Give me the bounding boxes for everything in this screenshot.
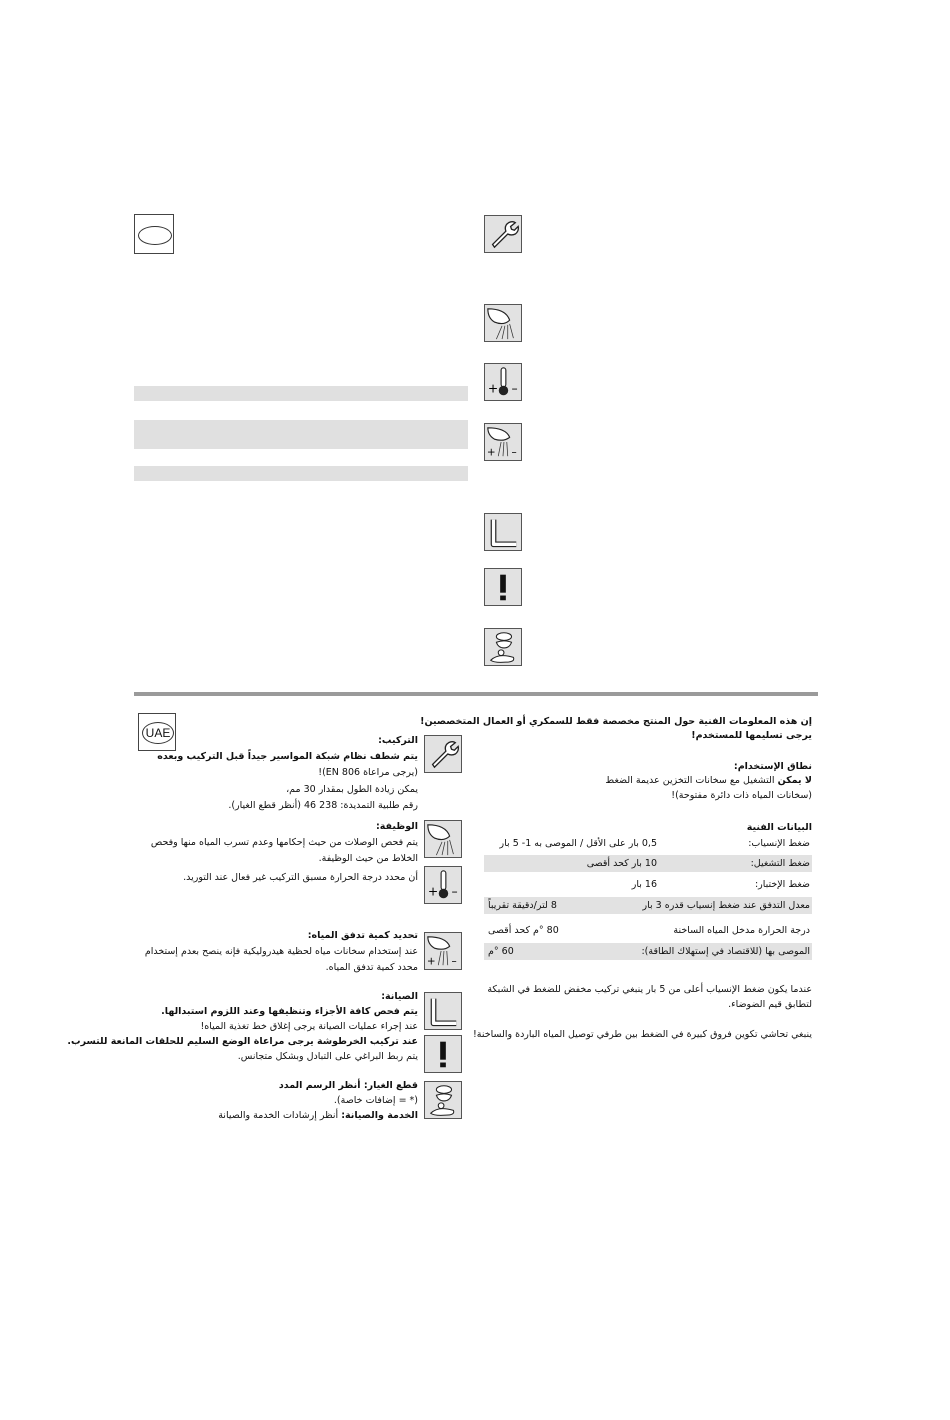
note-pressure-difference: ينبغي تحاشي تكوين فروق كبيرة في الضغط بين طرفي توصيل المياه الباردة والساخنة!: [472, 1029, 812, 1040]
tech-row-value: 8 لتر/دقيقة تقريباً: [488, 900, 557, 911]
exclamation-icon: [484, 568, 522, 606]
oval-placeholder: [138, 226, 172, 245]
tech-row-label: ضغط الإختبار:: [754, 879, 810, 890]
tech-row-label: ضغط التشغيل:: [750, 858, 810, 869]
usage-line-1-bold: لا يمكن: [777, 775, 812, 786]
wrench-icon: [484, 215, 522, 253]
tech-row-value: 10 بار كحد أقصى: [586, 858, 657, 869]
svg-text:–: –: [451, 955, 457, 968]
intro-line-2: يرجى تسليمها للمستخدم!: [691, 730, 812, 741]
tech-row-hot-water-temp: [484, 922, 812, 939]
service-bold: الخدمة والصيانة:: [341, 1110, 418, 1121]
tech-row-test-pressure: [484, 876, 812, 893]
country-badge-label: UAE: [142, 722, 174, 744]
tech-row-operating-pressure: [484, 855, 812, 872]
tech-heading: البيانات الفنية: [746, 822, 812, 833]
thermometer-plus-minus-icon: [424, 866, 462, 904]
function-line-1: يتم فحص الوصلات من حيث إحكامها وعدم تسرب المياه منها وفحص: [150, 837, 418, 848]
grey-band-1: [134, 386, 468, 401]
maintenance-line-1: يتم فحص كافة الأجزاء وتنظيفها وعند اللزوم استبدالها.: [161, 1006, 418, 1017]
note-pressure-reducer-2: لتطابق قيم الضوضاء.: [728, 999, 812, 1010]
spare-parts-icon: [484, 628, 522, 666]
tech-row-label: معدل التدفق عند ضغط إنسياب قدره 3 بار: [642, 900, 810, 911]
service-line: [218, 1109, 418, 1123]
wrench-icon: [424, 735, 462, 773]
usage-heading: نطاق الإستخدام:: [733, 761, 812, 772]
svg-text:+: +: [427, 884, 439, 899]
allen-key-icon: [424, 992, 462, 1030]
exclamation-icon: [424, 1035, 462, 1073]
install-line-1: يتم شطف نظام شبكة المواسير جيداً قبل التركيب وبعده: [157, 751, 418, 762]
svg-text:–: –: [511, 381, 518, 396]
thermo-limiter-note: أن محدد درجة الحرارة مسبق التركيب غير فعال عند التوريد.: [183, 872, 418, 883]
thermometer-plus-minus-icon: [484, 363, 522, 401]
maintenance-line-3: عند تركيب الخرطوشة يرجى مراعاة الوضع السليم للحلقات المانعة للتسرب.: [67, 1036, 418, 1047]
install-heading: التركيب:: [378, 735, 418, 746]
function-heading: الوظيفة:: [375, 821, 418, 832]
intro-line-1: إن هذه المعلومات الفنية حول المنتج مخصصة فقط للسمكري أو العمال المتخصصين!: [420, 716, 812, 727]
section-divider: [134, 692, 818, 696]
top-oval-box: [134, 214, 174, 254]
country-badge: [138, 713, 176, 751]
spray-head-icon: [484, 304, 522, 342]
tech-row-value: 16 بار: [631, 879, 657, 890]
install-line-3: يمكن زيادة الطول بمقدار 30 مم،: [286, 784, 418, 795]
note-pressure-reducer-1: عندما يكون ضغط الإنسياب أعلى من 5 بار ينبغي تركيب مخفض للضغط في الشبكة: [487, 984, 812, 995]
svg-text:–: –: [511, 446, 517, 459]
svg-text:–: –: [451, 884, 458, 899]
svg-text:+: +: [486, 446, 496, 459]
maintenance-heading: الصيانة:: [381, 991, 418, 1002]
service-rest: أنظر إرشادات الخدمة والصيانة: [218, 1110, 342, 1121]
flow-line-2: محدد كمية تدفق المياه.: [325, 962, 418, 973]
usage-line-1: [605, 774, 812, 788]
function-line-2: الخلاط من حيث الوظيفة.: [318, 853, 418, 864]
spare-parts-icon: [424, 1081, 462, 1119]
tech-row-value: 0,5 بار على الأقل / الموصى به 1- 5 بار: [499, 838, 657, 849]
spray-head-icon: [424, 820, 462, 858]
flow-heading: تحديد كمية تدفق المياه:: [307, 930, 418, 941]
usage-line-1-rest: التشغيل مع سخانات التخزين عديمة الضغط: [605, 775, 778, 786]
tech-row-value: 80 °م كحد أقصى: [488, 925, 559, 936]
install-line-2: (يرجى مراعاة EN 806)!: [318, 767, 418, 778]
usage-line-2: (سخانات المياه ذات دائرة مفتوحة)!: [671, 790, 812, 801]
tech-row-recommended-temp: [484, 943, 812, 960]
tech-row-value: 60 °م: [488, 946, 514, 957]
tech-row-flow-pressure: [484, 835, 812, 852]
svg-text:+: +: [487, 381, 499, 396]
grey-band-2: [134, 420, 468, 449]
spares-line-2: (* = إضافات خاصة).: [333, 1095, 418, 1106]
spares-heading: قطع الغيار: أنظر الرسم المدد: [278, 1080, 418, 1091]
spray-plus-minus-icon: [424, 932, 462, 970]
tech-row-flow-rate: [484, 897, 812, 914]
install-line-4: رقم طلبية التمديدة: 238 46 (أنظر قطع الغيار).: [228, 800, 418, 811]
spray-plus-minus-icon: [484, 423, 522, 461]
tech-row-label: الموصى بها (للاقتصاد في إستهلاك الطاقة):: [641, 946, 810, 957]
flow-line-1: عند إستخدام سخانات مياه لحظية هيدروليكية فإنه ينصح بعدم إستخدام: [144, 946, 418, 957]
grey-band-3: [134, 466, 468, 481]
svg-text:+: +: [426, 955, 436, 968]
allen-key-icon: [484, 513, 522, 551]
tech-row-label: ضغط الإنسياب:: [748, 838, 810, 849]
tech-row-label: درجة الحرارة مدخل المياه الساخنة: [673, 925, 810, 936]
maintenance-line-4: يتم ربط البراغي على التبادل وبشكل متجانس.: [237, 1051, 418, 1062]
maintenance-line-2: عند إجراء عمليات الصيانة يرجى إغلاق خط تغذية المياه!: [200, 1021, 418, 1032]
